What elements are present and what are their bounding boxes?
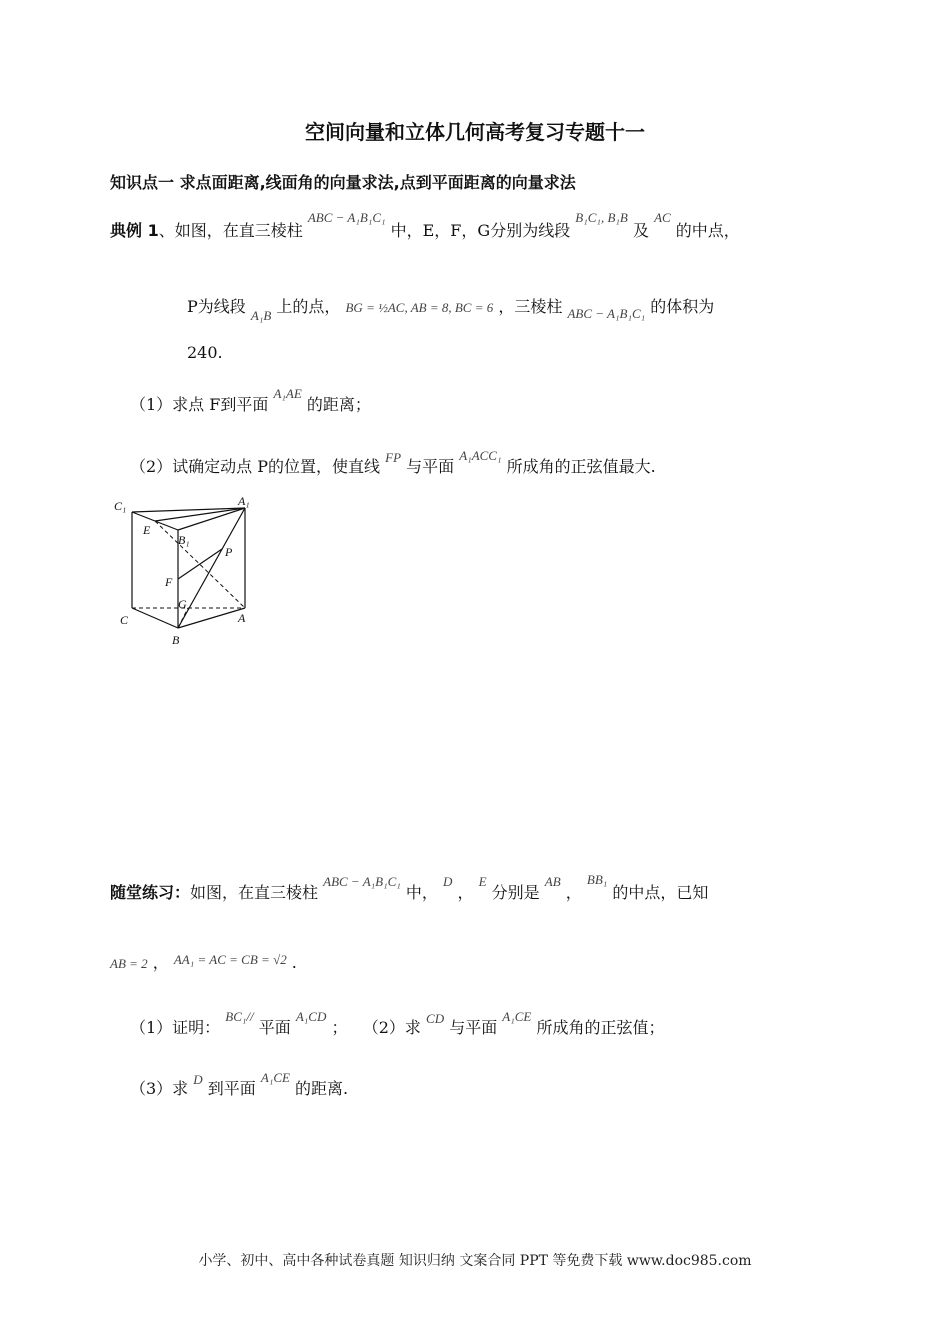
label-b1: B₁ (178, 533, 190, 547)
q-text: （3）求 (130, 1079, 189, 1098)
math-prism: ABC − A₁B₁C₁ (307, 210, 386, 225)
example1-line2 (187, 294, 715, 323)
label-p: P (225, 545, 233, 559)
math-conditions: BG = ½AC, AB = 8, BC = 6 (345, 300, 494, 315)
q-text: 所成角的正弦值最大. (506, 457, 656, 476)
example1-line1 (110, 210, 740, 241)
math-prism: ABC − A₁B₁C₁ (567, 306, 646, 321)
example1-text: 的中点， (675, 221, 740, 240)
q-text: 的距离； (306, 395, 371, 414)
math-a1b: A₁B (250, 308, 272, 323)
math-cd: CD (426, 1011, 445, 1026)
q-text: （2）试确定动点 P的位置，使直线 (130, 457, 381, 476)
practice-line1 (110, 872, 709, 903)
page-footer: 小学、初中、高中各种试卷真题 知识归纳 文案合同 PPT 等免费下载 www.doc985.com (198, 1253, 752, 1269)
practice-text: ， (152, 953, 169, 972)
math-plane: A₁ACC₁ (459, 448, 502, 463)
q-text: 与平面 (406, 457, 455, 476)
math-plane: A₁CD (295, 1009, 327, 1024)
example1-question1 (130, 386, 371, 415)
section-heading: 知识点一 求点面距离,线面角的向量求法,点到平面距离的向量求法 (110, 173, 576, 192)
math-plane: A₁CE (502, 1009, 532, 1024)
practice-question3 (130, 1070, 349, 1099)
practice-text: 如图，在直三棱柱 (190, 883, 319, 902)
math-d: D (443, 874, 453, 889)
math-ac: AC (654, 210, 671, 225)
example1-volume: 240. (187, 343, 223, 362)
example1-text: 、如图，在直三棱柱 (158, 221, 303, 240)
math-segments: B₁C₁, B₁B (575, 210, 628, 225)
practice-text: ， (565, 883, 582, 902)
math-plane: A₁CE (260, 1070, 290, 1085)
example1-text: 的体积为 (650, 297, 715, 316)
math-bc1: BC₁// (225, 1009, 254, 1024)
math-e: E (478, 874, 487, 889)
math-ab: AB (544, 874, 561, 889)
math-line: FP (385, 450, 402, 465)
practice-text: . (291, 953, 297, 972)
example1-text: ，三棱柱 (498, 297, 563, 316)
label-f: F (165, 575, 173, 589)
example1-text: P为线段 (187, 297, 246, 316)
math-d: D (193, 1072, 203, 1087)
page-title: 空间向量和立体几何高考复习专题十一 (305, 120, 645, 144)
practice-question1-2 (130, 1009, 665, 1038)
example1-text: 中，E，F，G分别为线段 (390, 221, 571, 240)
label-a: A (238, 611, 246, 625)
math-lengths: AA₁ = AC = CB = √2 (173, 952, 287, 967)
label-e: E (143, 523, 151, 537)
q-text: 所成角的正弦值； (536, 1018, 665, 1037)
label-g: G (178, 597, 187, 611)
line-fp (178, 549, 222, 579)
label-b: B (172, 633, 180, 647)
practice-line2 (110, 950, 297, 973)
math-bb1: BB₁ (586, 872, 608, 887)
practice-text: 中， (405, 883, 438, 902)
practice-text: 分别是 (491, 883, 540, 902)
practice-label: 随堂练习： (110, 883, 191, 902)
example1-text: 及 (632, 221, 649, 240)
edge-cb (132, 608, 178, 628)
q-text: （1）证明： (130, 1018, 221, 1037)
math-ab-value: AB = 2 (110, 956, 148, 971)
math-plane: A₁AE (273, 386, 302, 401)
q-text: 平面 (258, 1018, 291, 1037)
label-a1: A₁ (238, 494, 250, 508)
practice-text: ， (457, 883, 474, 902)
q-text: 到平面 (207, 1079, 256, 1098)
line-ba1 (178, 508, 245, 628)
example1-label: 典例 1 (110, 221, 159, 240)
prism-figure (110, 494, 270, 649)
q-text: （1）求点 F到平面 (130, 395, 269, 414)
example1-question2 (130, 448, 656, 477)
practice-text: 的中点，已知 (612, 883, 709, 902)
q-text: （2）求 (362, 1018, 421, 1037)
label-c1: C₁ (114, 499, 127, 513)
label-c: C (120, 613, 129, 627)
math-prism: ABC − A₁B₁C₁ (323, 874, 401, 889)
q-text: 的距离. (295, 1079, 349, 1098)
q-text: ； (331, 1018, 348, 1037)
example1-text: 上的点， (276, 297, 341, 316)
q-text: 与平面 (449, 1018, 498, 1037)
